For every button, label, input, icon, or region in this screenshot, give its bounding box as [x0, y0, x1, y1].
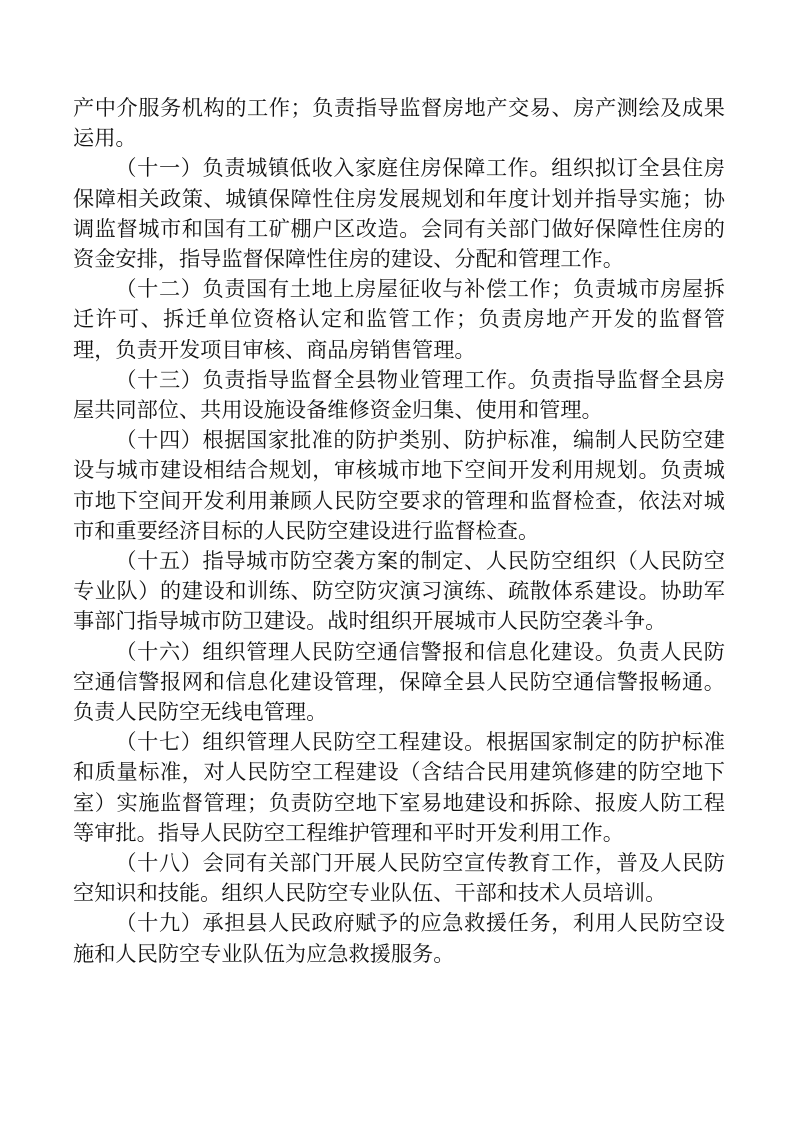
- paragraph-item-16: （十六）组织管理人民防空通信警报和信息化建设。负责人民防空通信警报网和信息化建设管理，保障全县人民防空通信警报畅通。负责人民防空无线电管理。: [73, 638, 725, 725]
- paragraph-item-13: （十三）负责指导监督全县物业管理工作。负责指导监督全县房屋共同部位、共用设施设备维修资金归集、使用和管理。: [73, 366, 725, 423]
- paragraph-item-14: （十四）根据国家批准的防护类别、防护标准，编制人民防空建设与城市建设相结合规划，审核城市地下空间开发利用规划。负责城市地下空间开发利用兼顾人民防空要求的管理和监督检查，依法对城市和重要经济目标的人民防空建设进行监督检查。: [73, 427, 725, 543]
- paragraph-item-12: （十二）负责国有土地上房屋征收与补偿工作；负责城市房屋拆迁许可、拆迁单位资格认定和监管工作；负责房地产开发的监督管理，负责开发项目审核、商品房销售管理。: [73, 276, 725, 362]
- paragraph-item-19: （十九）承担县人民政府赋予的应急救援任务，利用人民防空设施和人民防空专业队伍为应急救援服务。: [73, 910, 725, 966]
- paragraph-item-15: （十五）指导城市防空袭方案的制定、人民防空组织（人民防空专业队）的建设和训练、防空防灾演习演练、疏散体系建设。协助军事部门指导城市防卫建设。战时组织开展城市人民防空袭斗争。: [73, 548, 725, 634]
- paragraph-item-11: （十一）负责城镇低收入家庭住房保障工作。组织拟订全县住房保障相关政策、城镇保障性住房发展规划和年度计划并指导实施；协调监督城市和国有工矿棚户区改造。会同有关部门做好保障性住房的资金安排，指导监督保障性住房的建设、分配和管理工作。: [73, 155, 725, 272]
- paragraph-item-17: （十七）组织管理人民防空工程建设。根据国家制定的防护标准和质量标准，对人民防空工程建设（含结合民用建筑修建的防空地下室）实施监督管理；负责防空地下室易地建设和拆除、报废人防工程等审批。指导人民防空工程维护管理和平时开发利用工作。: [73, 729, 725, 845]
- paragraph-item-18: （十八）会同有关部门开展人民防空宣传教育工作，普及人民防空知识和技能。组织人民防空专业队伍、干部和技术人员培训。: [73, 850, 725, 906]
- paragraph-continuation: 产中介服务机构的工作；负责指导监督房地产交易、房产测绘及成果运用。: [73, 95, 725, 151]
- document-page: [73, 93, 725, 969]
